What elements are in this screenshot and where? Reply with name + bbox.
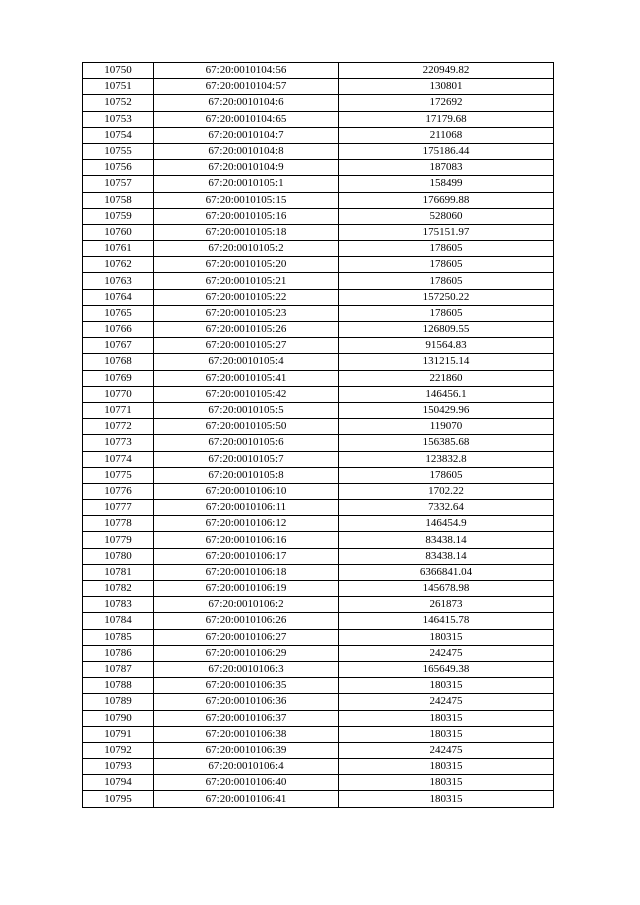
row-number-cell: 10791	[83, 726, 154, 742]
value-cell: 528060	[339, 208, 554, 224]
row-number-cell: 10771	[83, 402, 154, 418]
cadastral-number-cell: 67:20:0010104:9	[154, 160, 339, 176]
row-number-cell: 10779	[83, 532, 154, 548]
table-row	[83, 63, 554, 79]
value-cell: 146415.78	[339, 613, 554, 629]
row-number-cell: 10764	[83, 289, 154, 305]
row-number-cell: 10754	[83, 127, 154, 143]
row-number-cell: 10787	[83, 661, 154, 677]
row-number-cell: 10761	[83, 241, 154, 257]
table-row	[83, 661, 554, 677]
table-row	[83, 224, 554, 240]
cadastral-number-cell: 67:20:0010106:17	[154, 548, 339, 564]
value-cell: 17179.68	[339, 111, 554, 127]
table-row	[83, 435, 554, 451]
table-row	[83, 694, 554, 710]
cadastral-number-cell: 67:20:0010105:15	[154, 192, 339, 208]
table-row	[83, 354, 554, 370]
value-cell: 172692	[339, 95, 554, 111]
table-row	[83, 289, 554, 305]
value-cell: 175186.44	[339, 143, 554, 159]
row-number-cell: 10760	[83, 224, 154, 240]
table-row	[83, 678, 554, 694]
row-number-cell: 10757	[83, 176, 154, 192]
cadastral-number-cell: 67:20:0010106:39	[154, 742, 339, 758]
row-number-cell: 10765	[83, 305, 154, 321]
row-number-cell: 10758	[83, 192, 154, 208]
table-row	[83, 419, 554, 435]
cadastral-number-cell: 67:20:0010106:3	[154, 661, 339, 677]
row-number-cell: 10778	[83, 516, 154, 532]
value-cell: 178605	[339, 305, 554, 321]
cadastral-number-cell: 67:20:0010106:18	[154, 564, 339, 580]
value-cell: 178605	[339, 467, 554, 483]
table-row	[83, 467, 554, 483]
value-cell: 178605	[339, 273, 554, 289]
cadastral-number-cell: 67:20:0010105:50	[154, 419, 339, 435]
row-number-cell: 10784	[83, 613, 154, 629]
cadastral-number-cell: 67:20:0010105:22	[154, 289, 339, 305]
table-row	[83, 775, 554, 791]
value-cell: 123832.8	[339, 451, 554, 467]
row-number-cell: 10751	[83, 79, 154, 95]
row-number-cell: 10773	[83, 435, 154, 451]
table-row	[83, 338, 554, 354]
row-number-cell: 10769	[83, 370, 154, 386]
row-number-cell: 10763	[83, 273, 154, 289]
cadastral-number-cell: 67:20:0010104:57	[154, 79, 339, 95]
table-row	[83, 176, 554, 192]
cadastral-number-cell: 67:20:0010104:8	[154, 143, 339, 159]
row-number-cell: 10781	[83, 564, 154, 580]
table-body	[83, 63, 554, 808]
value-cell: 180315	[339, 791, 554, 807]
row-number-cell: 10785	[83, 629, 154, 645]
value-cell: 130801	[339, 79, 554, 95]
cadastral-number-cell: 67:20:0010105:7	[154, 451, 339, 467]
cadastral-number-cell: 67:20:0010106:16	[154, 532, 339, 548]
table-row	[83, 645, 554, 661]
cadastral-number-cell: 67:20:0010106:37	[154, 710, 339, 726]
value-cell: 176699.88	[339, 192, 554, 208]
row-number-cell: 10753	[83, 111, 154, 127]
cadastral-number-cell: 67:20:0010106:11	[154, 500, 339, 516]
value-cell: 221860	[339, 370, 554, 386]
cadastral-number-cell: 67:20:0010105:2	[154, 241, 339, 257]
table-row	[83, 532, 554, 548]
table-row	[83, 322, 554, 338]
cadastral-number-cell: 67:20:0010106:4	[154, 759, 339, 775]
cadastral-number-cell: 67:20:0010106:12	[154, 516, 339, 532]
cadastral-number-cell: 67:20:0010105:4	[154, 354, 339, 370]
value-cell: 261873	[339, 597, 554, 613]
table-row	[83, 241, 554, 257]
table-row	[83, 370, 554, 386]
value-cell: 157250.22	[339, 289, 554, 305]
cadastral-number-cell: 67:20:0010105:20	[154, 257, 339, 273]
value-cell: 145678.98	[339, 581, 554, 597]
value-cell: 180315	[339, 759, 554, 775]
value-cell: 242475	[339, 645, 554, 661]
cadastral-number-cell: 67:20:0010105:26	[154, 322, 339, 338]
table-row	[83, 564, 554, 580]
table-row	[83, 759, 554, 775]
table-row	[83, 613, 554, 629]
cadastral-number-cell: 67:20:0010104:7	[154, 127, 339, 143]
value-cell: 150429.96	[339, 402, 554, 418]
table-row	[83, 160, 554, 176]
row-number-cell: 10767	[83, 338, 154, 354]
cadastral-number-cell: 67:20:0010104:56	[154, 63, 339, 79]
table-row	[83, 629, 554, 645]
row-number-cell: 10788	[83, 678, 154, 694]
cadastral-number-cell: 67:20:0010106:36	[154, 694, 339, 710]
table-row	[83, 516, 554, 532]
table-row	[83, 451, 554, 467]
row-number-cell: 10794	[83, 775, 154, 791]
table-row	[83, 386, 554, 402]
cadastral-number-cell: 67:20:0010106:35	[154, 678, 339, 694]
cadastral-number-cell: 67:20:0010106:40	[154, 775, 339, 791]
cadastral-number-cell: 67:20:0010104:6	[154, 95, 339, 111]
cadastral-number-cell: 67:20:0010104:65	[154, 111, 339, 127]
row-number-cell: 10786	[83, 645, 154, 661]
table-row	[83, 597, 554, 613]
table-row	[83, 127, 554, 143]
cadastral-value-table	[82, 62, 554, 808]
table-row	[83, 95, 554, 111]
table-row	[83, 257, 554, 273]
row-number-cell: 10772	[83, 419, 154, 435]
table-row	[83, 742, 554, 758]
value-cell: 242475	[339, 742, 554, 758]
cadastral-number-cell: 67:20:0010105:21	[154, 273, 339, 289]
row-number-cell: 10795	[83, 791, 154, 807]
cadastral-number-cell: 67:20:0010105:23	[154, 305, 339, 321]
row-number-cell: 10783	[83, 597, 154, 613]
row-number-cell: 10777	[83, 500, 154, 516]
value-cell: 180315	[339, 726, 554, 742]
row-number-cell: 10782	[83, 581, 154, 597]
table-row	[83, 581, 554, 597]
row-number-cell: 10759	[83, 208, 154, 224]
row-number-cell: 10776	[83, 483, 154, 499]
table-row	[83, 208, 554, 224]
value-cell: 1702.22	[339, 483, 554, 499]
cadastral-number-cell: 67:20:0010105:18	[154, 224, 339, 240]
cadastral-number-cell: 67:20:0010105:8	[154, 467, 339, 483]
cadastral-number-cell: 67:20:0010105:16	[154, 208, 339, 224]
row-number-cell: 10775	[83, 467, 154, 483]
table-row	[83, 500, 554, 516]
row-number-cell: 10762	[83, 257, 154, 273]
row-number-cell: 10752	[83, 95, 154, 111]
value-cell: 126809.55	[339, 322, 554, 338]
cadastral-number-cell: 67:20:0010106:19	[154, 581, 339, 597]
value-cell: 146454.9	[339, 516, 554, 532]
value-cell: 119070	[339, 419, 554, 435]
table-row	[83, 111, 554, 127]
cadastral-number-cell: 67:20:0010106:38	[154, 726, 339, 742]
table-row	[83, 548, 554, 564]
value-cell: 180315	[339, 629, 554, 645]
value-cell: 165649.38	[339, 661, 554, 677]
row-number-cell: 10770	[83, 386, 154, 402]
table-row	[83, 305, 554, 321]
row-number-cell: 10750	[83, 63, 154, 79]
row-number-cell: 10766	[83, 322, 154, 338]
value-cell: 175151.97	[339, 224, 554, 240]
row-number-cell: 10792	[83, 742, 154, 758]
value-cell: 91564.83	[339, 338, 554, 354]
value-cell: 180315	[339, 678, 554, 694]
table-row	[83, 710, 554, 726]
row-number-cell: 10768	[83, 354, 154, 370]
cadastral-number-cell: 67:20:0010106:41	[154, 791, 339, 807]
table-row	[83, 273, 554, 289]
value-cell: 178605	[339, 241, 554, 257]
value-cell: 180315	[339, 710, 554, 726]
table-row	[83, 791, 554, 807]
cadastral-number-cell: 67:20:0010105:27	[154, 338, 339, 354]
value-cell: 146456.1	[339, 386, 554, 402]
row-number-cell: 10793	[83, 759, 154, 775]
value-cell: 158499	[339, 176, 554, 192]
cadastral-number-cell: 67:20:0010105:42	[154, 386, 339, 402]
cadastral-number-cell: 67:20:0010106:27	[154, 629, 339, 645]
row-number-cell: 10789	[83, 694, 154, 710]
table-row	[83, 192, 554, 208]
value-cell: 156385.68	[339, 435, 554, 451]
row-number-cell: 10790	[83, 710, 154, 726]
table-row	[83, 143, 554, 159]
value-cell: 211068	[339, 127, 554, 143]
value-cell: 180315	[339, 775, 554, 791]
cadastral-number-cell: 67:20:0010106:26	[154, 613, 339, 629]
cadastral-number-cell: 67:20:0010105:5	[154, 402, 339, 418]
value-cell: 220949.82	[339, 63, 554, 79]
value-cell: 178605	[339, 257, 554, 273]
value-cell: 83438.14	[339, 532, 554, 548]
cadastral-number-cell: 67:20:0010105:41	[154, 370, 339, 386]
row-number-cell: 10780	[83, 548, 154, 564]
table-row	[83, 402, 554, 418]
value-cell: 242475	[339, 694, 554, 710]
cadastral-number-cell: 67:20:0010106:2	[154, 597, 339, 613]
value-cell: 187083	[339, 160, 554, 176]
row-number-cell: 10755	[83, 143, 154, 159]
value-cell: 7332.64	[339, 500, 554, 516]
row-number-cell: 10756	[83, 160, 154, 176]
row-number-cell: 10774	[83, 451, 154, 467]
cadastral-number-cell: 67:20:0010105:1	[154, 176, 339, 192]
value-cell: 83438.14	[339, 548, 554, 564]
cadastral-number-cell: 67:20:0010106:29	[154, 645, 339, 661]
cadastral-number-cell: 67:20:0010105:6	[154, 435, 339, 451]
value-cell: 131215.14	[339, 354, 554, 370]
cadastral-number-cell: 67:20:0010106:10	[154, 483, 339, 499]
value-cell: 6366841.04	[339, 564, 554, 580]
table-row	[83, 79, 554, 95]
table-row	[83, 726, 554, 742]
table-row	[83, 483, 554, 499]
